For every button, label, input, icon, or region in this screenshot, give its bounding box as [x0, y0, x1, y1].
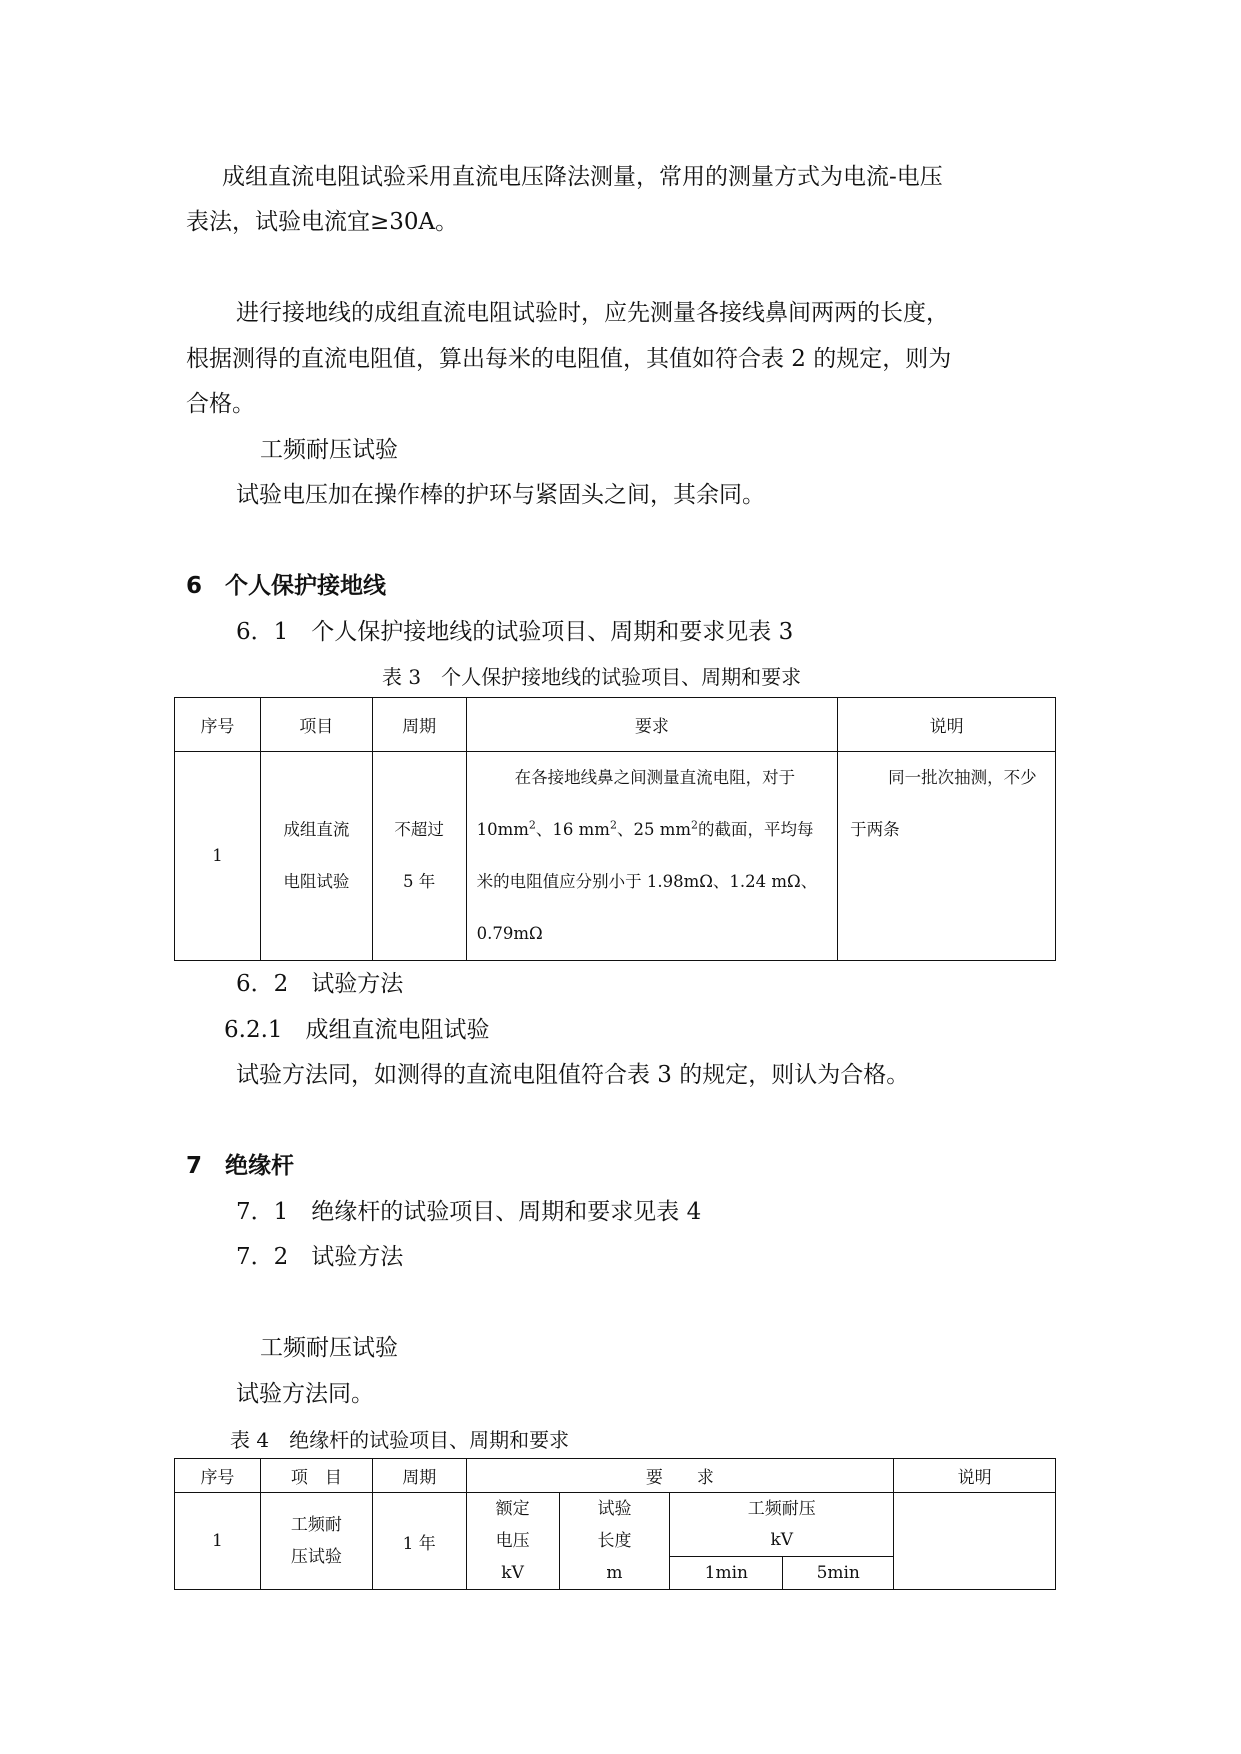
table-caption: 表 4 绝缘杆的试验项目、周期和要求: [230, 1428, 570, 1452]
cell-line: 电压: [495, 1531, 530, 1551]
cell-1min: 1min: [670, 1557, 783, 1590]
superscript: 2: [528, 818, 536, 832]
header-cell: 周期: [372, 1459, 466, 1493]
cell-withstand-voltage: [670, 1493, 894, 1557]
cell-line: 于两条: [850, 820, 900, 839]
table-4: [174, 1458, 1056, 1590]
clause-line: 6.2.1 成组直流电阻试验: [224, 1017, 490, 1043]
cell-no: 1: [175, 752, 261, 961]
text: 、25 mm: [616, 820, 691, 839]
header-cell: 说明: [894, 1459, 1056, 1493]
table-header-row: [175, 1459, 1056, 1493]
cell-line: 5 年: [403, 872, 436, 891]
cell-line: 额定: [495, 1499, 530, 1519]
cell-line: m: [606, 1563, 623, 1583]
text: 、16 mm: [535, 820, 610, 839]
cell-line: 0.79mΩ: [476, 924, 543, 943]
cell-item: [260, 1493, 372, 1590]
cell-line: 试验: [597, 1499, 632, 1519]
paragraph-line: [186, 162, 943, 192]
table-row: [175, 752, 1056, 961]
paragraph-line: [186, 298, 949, 328]
paragraph-line: 试验方法同。: [236, 1381, 374, 1407]
paragraph-line: 根据测得的直流电阻值，算出每米的电阻值，其值如符合表 2 的规定，则为: [186, 346, 952, 372]
cell-line: 压试验: [290, 1547, 342, 1567]
section-heading: 6 个人保护接地线: [186, 573, 387, 599]
cell-line: 长度: [597, 1531, 632, 1551]
clause-line: 6．1 个人保护接地线的试验项目、周期和要求见表 3: [236, 619, 794, 645]
cell-5min: 5min: [783, 1557, 894, 1590]
cell-note: [894, 1493, 1056, 1590]
cell-line: 工频耐: [290, 1515, 342, 1535]
cell-period: [372, 752, 466, 961]
header-cell: 序号: [175, 698, 261, 752]
table-caption: 表 3 个人保护接地线的试验项目、周期和要求: [382, 665, 802, 689]
text: 的截面，平均每: [698, 820, 814, 839]
header-cell: 要求: [466, 698, 838, 752]
cell-line: kV: [770, 1529, 794, 1550]
cell-requirement: [466, 752, 838, 961]
paragraph-line: 试验电压加在操作棒的护环与紧固头之间，其余同。: [236, 482, 765, 508]
header-cell: 周期: [372, 698, 466, 752]
sub-heading: 工频耐压试验: [260, 1335, 398, 1361]
cell-line: 电阻试验: [283, 872, 350, 891]
clause-line: 7．2 试验方法: [236, 1244, 404, 1270]
clause-line: 7．1 绝缘杆的试验项目、周期和要求见表 4: [236, 1199, 702, 1225]
cell-line: 成组直流: [283, 820, 350, 839]
sub-heading: 工频耐压试验: [260, 437, 398, 463]
text: 进行接地线的成组直流电阻试验时，应先测量各接线鼻间两两的长度，: [236, 300, 949, 326]
cell-item: [260, 752, 372, 961]
header-cell: 项 目: [260, 1459, 372, 1493]
cell-test-length: [559, 1493, 670, 1590]
cell-rated-voltage: [466, 1493, 559, 1590]
cell-note: [838, 752, 1056, 961]
paragraph-line: 表法，试验电流宜≥30A。: [186, 209, 459, 235]
header-cell: 要 求: [466, 1459, 894, 1493]
cell-period: 1 年: [372, 1493, 466, 1590]
superscript: 2: [691, 818, 698, 832]
cell-line: 在各接地线鼻之间测量直流电阻，对于: [514, 768, 796, 787]
cell-line: [477, 804, 830, 856]
section-heading: 7 绝缘杆: [186, 1153, 295, 1179]
header-cell: 说明: [838, 698, 1056, 752]
clause-line: 6．2 试验方法: [236, 971, 404, 997]
cell-line: 米的电阻值应分别小于 1.98mΩ、1.24 mΩ、: [476, 872, 818, 891]
paragraph-line: 试验方法同，如测得的直流电阻值符合表 3 的规定，则认为合格。: [236, 1062, 910, 1088]
cell-line: kV: [501, 1563, 524, 1583]
cell-no: 1: [175, 1493, 261, 1590]
header-cell: 项目: [260, 698, 372, 752]
cell-line: 不超过: [394, 820, 444, 839]
text: 10mm: [476, 820, 529, 839]
header-cell: 序号: [175, 1459, 261, 1493]
text: 成组直流电阻试验采用直流电压降法测量，常用的测量方式为电流-电压: [222, 164, 943, 190]
cell-line: 工频耐压: [747, 1498, 816, 1519]
table-3: [174, 697, 1056, 961]
cell-line: 同一批次抽测，不少: [888, 768, 1037, 787]
table-row: [175, 1493, 1056, 1557]
table-header-row: [175, 698, 1056, 752]
paragraph-line: 合格。: [186, 391, 255, 417]
superscript: 2: [609, 818, 617, 832]
